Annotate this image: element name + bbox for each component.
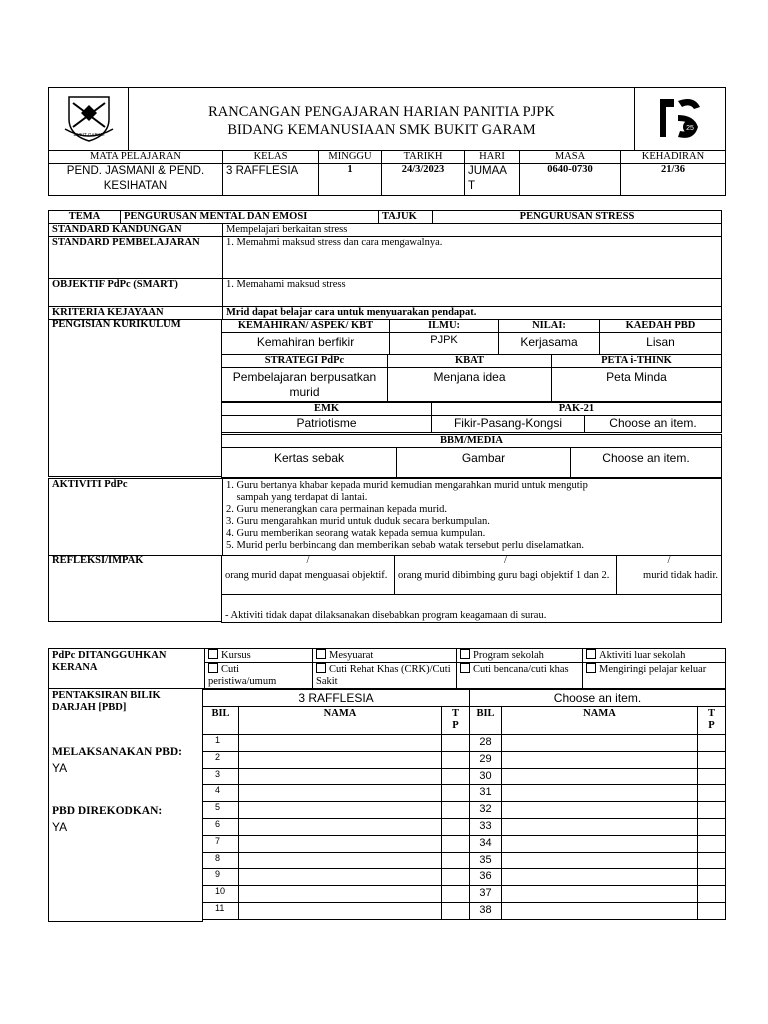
option-mesyuarat[interactable]: Mesyuarat	[313, 649, 457, 663]
tp-right-input[interactable]	[698, 768, 726, 785]
bbm-value-1: Kertas sebak	[222, 448, 397, 478]
tp-left-input[interactable]	[442, 818, 470, 835]
kbat-value: Menjana idea	[388, 368, 552, 402]
student-row	[203, 751, 726, 768]
checkbox-icon[interactable]	[208, 663, 218, 673]
student-row	[203, 852, 726, 869]
kehadiran-value: 21/36	[621, 164, 726, 196]
class-right-dropdown[interactable]: Choose an item.	[470, 690, 726, 707]
bil-header: BIL	[470, 707, 502, 735]
kurikulum-table-3	[221, 402, 722, 433]
student-row	[203, 869, 726, 886]
nama-left-input[interactable]	[239, 852, 442, 869]
refleksi-slash: /	[504, 555, 507, 566]
tajuk-value: PENGURUSAN STRESS	[433, 211, 722, 224]
tarikh-value: 24/3/2023	[382, 164, 465, 196]
bil-left: 6	[203, 818, 239, 835]
nama-right-input[interactable]	[502, 785, 698, 802]
sp-label: STANDARD PEMBELAJARAN	[49, 237, 223, 279]
bil-left: 11	[203, 902, 239, 919]
aktiviti-step: sampah yang terdapat di lantai.	[226, 492, 368, 503]
aktiviti-label: AKTIVITI PdPc	[49, 479, 223, 556]
bbm-choose-dropdown[interactable]: Choose an item.	[571, 448, 722, 478]
nama-right-input[interactable]	[502, 852, 698, 869]
refleksi-text-2: orang murid dibimbing guru bagi objektif 1 dan 2.	[398, 570, 610, 581]
col-header-masa: MASA	[520, 151, 621, 164]
refleksi-text-3: murid tidak hadir.	[643, 570, 718, 581]
bil-right: 33	[470, 818, 502, 835]
svg-text:BUKIT GARAM: BUKIT GARAM	[73, 131, 104, 137]
nama-right-input[interactable]	[502, 886, 698, 903]
tp-header: T P	[698, 707, 726, 735]
col-header-mata-pelajaran: MATA PELAJARAN	[49, 151, 223, 164]
bil-left: 7	[203, 835, 239, 852]
tp-right-input[interactable]	[698, 735, 726, 752]
pentaksiran-label: PENTAKSIRAN BILIK DARJAH [PBD]	[52, 690, 161, 713]
col-header-kehadiran: KEHADIRAN	[621, 151, 726, 164]
bil-left: 1	[203, 735, 239, 752]
strategi-value: Pembelajaran berpusatkan murid	[222, 368, 388, 402]
refleksi-slash: /	[667, 555, 671, 566]
nama-right-input[interactable]	[502, 869, 698, 886]
student-row	[203, 835, 726, 852]
col-header-kelas: KELAS	[223, 151, 319, 164]
bil-left: 8	[203, 852, 239, 869]
nama-right-input[interactable]	[502, 902, 698, 919]
bbm-value-2: Gambar	[397, 448, 571, 478]
col-header-tarikh: TARIKH	[382, 151, 465, 164]
checkbox-icon[interactable]	[316, 649, 326, 659]
pbd-label-cell	[48, 689, 203, 922]
tp-left-input[interactable]	[442, 735, 470, 752]
tp-right-input[interactable]	[698, 818, 726, 835]
tp-right-input[interactable]	[698, 802, 726, 819]
kemahiran-header: KEMAHIRAN/ ASPEK/ KBT	[222, 320, 390, 333]
nama-header: NAMA	[502, 707, 698, 735]
student-row	[203, 818, 726, 835]
nama-right-input[interactable]	[502, 802, 698, 819]
tema-row	[48, 210, 722, 224]
tp-right-input[interactable]	[698, 751, 726, 768]
student-row	[203, 785, 726, 802]
student-row	[203, 902, 726, 919]
bil-right: 34	[470, 835, 502, 852]
tp-left-input[interactable]	[442, 751, 470, 768]
bil-right: 37	[470, 886, 502, 903]
bil-left: 4	[203, 785, 239, 802]
bil-right: 36	[470, 869, 502, 886]
kelas-value: 3 RAFFLESIA	[223, 164, 319, 196]
checkbox-icon[interactable]	[460, 649, 470, 659]
bil-right: 30	[470, 768, 502, 785]
kurikulum-table-1	[221, 319, 722, 355]
minggu-value: 1	[319, 164, 382, 196]
nama-left-input[interactable]	[239, 802, 442, 819]
kurikulum-table-4	[221, 434, 722, 478]
plan-table	[48, 223, 722, 320]
nilai-value: Kerjasama	[499, 333, 600, 355]
nama-left-input[interactable]	[239, 751, 442, 768]
tp-right-input[interactable]	[698, 835, 726, 852]
kriteria-value: Mrid dapat belajar cara untuk menyuarakan pendapat.	[223, 307, 722, 320]
tp-right-input[interactable]	[698, 869, 726, 886]
peta-header: PETA i-THINK	[552, 355, 722, 368]
svg-text:25: 25	[686, 124, 694, 132]
option-aktiviti-luar[interactable]: Aktiviti luar sekolah	[583, 649, 726, 663]
tp-left-input[interactable]	[442, 886, 470, 903]
melaksanakan-value: YA	[52, 761, 68, 775]
option-kursus[interactable]: Kursus	[205, 649, 313, 663]
pak-choose-dropdown[interactable]: Choose an item.	[585, 416, 722, 433]
pak-value: Fikir-Pasang-Kongsi	[432, 416, 585, 433]
nama-left-input[interactable]	[239, 818, 442, 835]
refleksi-note: - Aktiviti tidak dapat dilaksanakan disebabkan program keagamaan di surau.	[222, 595, 722, 623]
nama-header: NAMA	[239, 707, 442, 735]
nama-left-input[interactable]	[239, 768, 442, 785]
kaedah-header: KAEDAH PBD	[600, 320, 722, 333]
title-line-2: BIDANG KEMANUSIAAN SMK BUKIT GARAM	[227, 122, 536, 138]
bbm-header: BBM/MEDIA	[222, 435, 722, 448]
tema-label: TEMA	[49, 211, 121, 224]
panel-logo-cell	[635, 88, 726, 151]
tp-left-input[interactable]	[442, 835, 470, 852]
checkbox-icon[interactable]	[460, 663, 470, 673]
nama-right-input[interactable]	[502, 768, 698, 785]
strategi-header: STRATEGI PdPc	[222, 355, 388, 368]
sk-value: Mempelajari berkaitan stress	[223, 224, 722, 237]
option-cuti-peristiwa[interactable]: Cuti peristiwa/umum	[205, 663, 313, 689]
aktiviti-step: 5. Murid perlu berbincang dan memberikan sebab watak tersebut perlu diselamatkan.	[226, 540, 585, 551]
hari-value: JUMAAT	[465, 164, 520, 196]
aktiviti-step: 3. Guru mengarahkan murid untuk duduk secara berkumpulan.	[226, 516, 490, 527]
bil-right: 35	[470, 852, 502, 869]
refleksi-text-1: orang murid dapat menguasai objektif.	[225, 570, 388, 581]
pbd-student-table	[202, 689, 726, 920]
option-mengiringi-pelajar[interactable]: Mengiringi pelajar keluar	[583, 663, 726, 689]
pengisian-label: PENGISIAN KURIKULUM	[52, 319, 181, 330]
tp-left-input[interactable]	[442, 869, 470, 886]
objektif-label: OBJEKTIF PdPc (SMART)	[49, 279, 223, 307]
pengisian-label-cell	[48, 319, 222, 477]
ilmu-header: ILMU:	[390, 320, 499, 333]
school-crest-icon	[61, 91, 117, 143]
aktiviti-step: 2. Guru menerangkan cara permainan kepada murid.	[226, 504, 447, 515]
bil-right: 29	[470, 751, 502, 768]
info-table	[48, 150, 726, 196]
direkod-value: YA	[52, 820, 68, 834]
nama-right-input[interactable]	[502, 818, 698, 835]
bil-right: 28	[470, 735, 502, 752]
refleksi-label: REFLEKSI/IMPAK	[52, 555, 144, 566]
aktiviti-list	[223, 479, 722, 556]
kbat-header: KBAT	[388, 355, 552, 368]
bil-left: 10	[203, 886, 239, 903]
tp-right-input[interactable]	[698, 785, 726, 802]
tajuk-label: TAJUK	[379, 211, 433, 224]
nama-left-input[interactable]	[239, 835, 442, 852]
checkbox-icon[interactable]	[586, 663, 596, 673]
header-table	[48, 87, 726, 151]
kurikulum-table-2	[221, 354, 722, 402]
tema-value: PENGURUSAN MENTAL DAN EMOSI	[121, 211, 379, 224]
panel-logo-icon	[652, 91, 708, 143]
checkbox-icon[interactable]	[586, 649, 596, 659]
melaksanakan-label: MELAKSANAKAN PBD:	[52, 746, 183, 758]
school-logo-cell	[49, 88, 129, 151]
emk-value: Patriotisme	[222, 416, 432, 433]
peta-value: Peta Minda	[552, 368, 722, 402]
refleksi-cell-2	[395, 556, 617, 595]
student-row	[203, 768, 726, 785]
nama-right-input[interactable]	[502, 835, 698, 852]
bil-header: BIL	[203, 707, 239, 735]
option-cuti-rehat-khas[interactable]: Cuti Rehat Khas (CRK)/Cuti Sakit	[313, 663, 457, 689]
refleksi-cell-3	[617, 556, 722, 595]
tp-left-input[interactable]	[442, 852, 470, 869]
aktiviti-step: 4. Guru memberikan seorang watak kepada semua kumpulan.	[226, 528, 486, 539]
col-header-minggu: MINGGU	[319, 151, 382, 164]
bil-right: 32	[470, 802, 502, 819]
nilai-header: NILAI:	[499, 320, 600, 333]
kemahiran-value: Kemahiran berfikir	[222, 333, 390, 355]
tangguh-label: PdPc DITANGGUHKAN KERANA	[49, 649, 205, 689]
nama-right-input[interactable]	[502, 735, 698, 752]
bil-left: 2	[203, 751, 239, 768]
sk-label: STANDARD KANDUNGAN	[49, 224, 223, 237]
refleksi-cell-1	[222, 556, 395, 595]
bil-left: 9	[203, 869, 239, 886]
bil-right: 31	[470, 785, 502, 802]
tp-header: T P	[442, 707, 470, 735]
nama-right-input[interactable]	[502, 751, 698, 768]
objektif-value: 1. Memahami maksud stress	[223, 279, 722, 307]
student-row	[203, 735, 726, 752]
title-line-1: RANCANGAN PENGAJARAN HARIAN PANITIA PJPK	[208, 104, 555, 120]
kriteria-label: KRITERIA KEJAYAAN	[49, 307, 223, 320]
direkod-label: PBD DIREKODKAN:	[52, 805, 163, 817]
bil-left: 3	[203, 768, 239, 785]
header-title	[129, 88, 635, 151]
nama-left-input[interactable]	[239, 886, 442, 903]
student-row	[203, 886, 726, 903]
bil-right: 38	[470, 902, 502, 919]
checkbox-icon[interactable]	[208, 649, 218, 659]
tp-left-input[interactable]	[442, 802, 470, 819]
subject-value: PEND. JASMANI & PEND. KESIHATAN	[49, 164, 223, 196]
tp-right-input[interactable]	[698, 902, 726, 919]
nama-left-input[interactable]	[239, 785, 442, 802]
emk-header: EMK	[222, 403, 432, 416]
nama-left-input[interactable]	[239, 735, 442, 752]
class-left-title: 3 RAFFLESIA	[203, 690, 470, 707]
col-header-hari: HARI	[465, 151, 520, 164]
kaedah-value: Lisan	[600, 333, 722, 355]
tp-left-input[interactable]	[442, 785, 470, 802]
tp-right-input[interactable]	[698, 886, 726, 903]
nama-left-input[interactable]	[239, 902, 442, 919]
aktiviti-table	[48, 478, 722, 556]
sp-value: 1. Memahmi maksud stress dan cara mengawalnya.	[223, 237, 722, 279]
pak-header: PAK-21	[432, 403, 722, 416]
nama-left-input[interactable]	[239, 869, 442, 886]
bil-left: 5	[203, 802, 239, 819]
tp-left-input[interactable]	[442, 902, 470, 919]
option-cuti-bencana[interactable]: Cuti bencana/cuti khas	[457, 663, 583, 689]
refleksi-label-cell	[48, 555, 222, 622]
tangguh-table	[48, 648, 726, 689]
refleksi-table	[221, 555, 722, 623]
tp-right-input[interactable]	[698, 852, 726, 869]
aktiviti-step: 1. Guru bertanya khabar kepada murid kemudian mengarahkan murid untuk mengutip	[226, 480, 588, 491]
student-row	[203, 802, 726, 819]
masa-value: 0640-0730	[520, 164, 621, 196]
tp-left-input[interactable]	[442, 768, 470, 785]
refleksi-slash: /	[306, 555, 310, 566]
ilmu-value: PJPK	[390, 333, 499, 355]
checkbox-icon[interactable]	[316, 663, 326, 673]
option-program-sekolah[interactable]: Program sekolah	[457, 649, 583, 663]
